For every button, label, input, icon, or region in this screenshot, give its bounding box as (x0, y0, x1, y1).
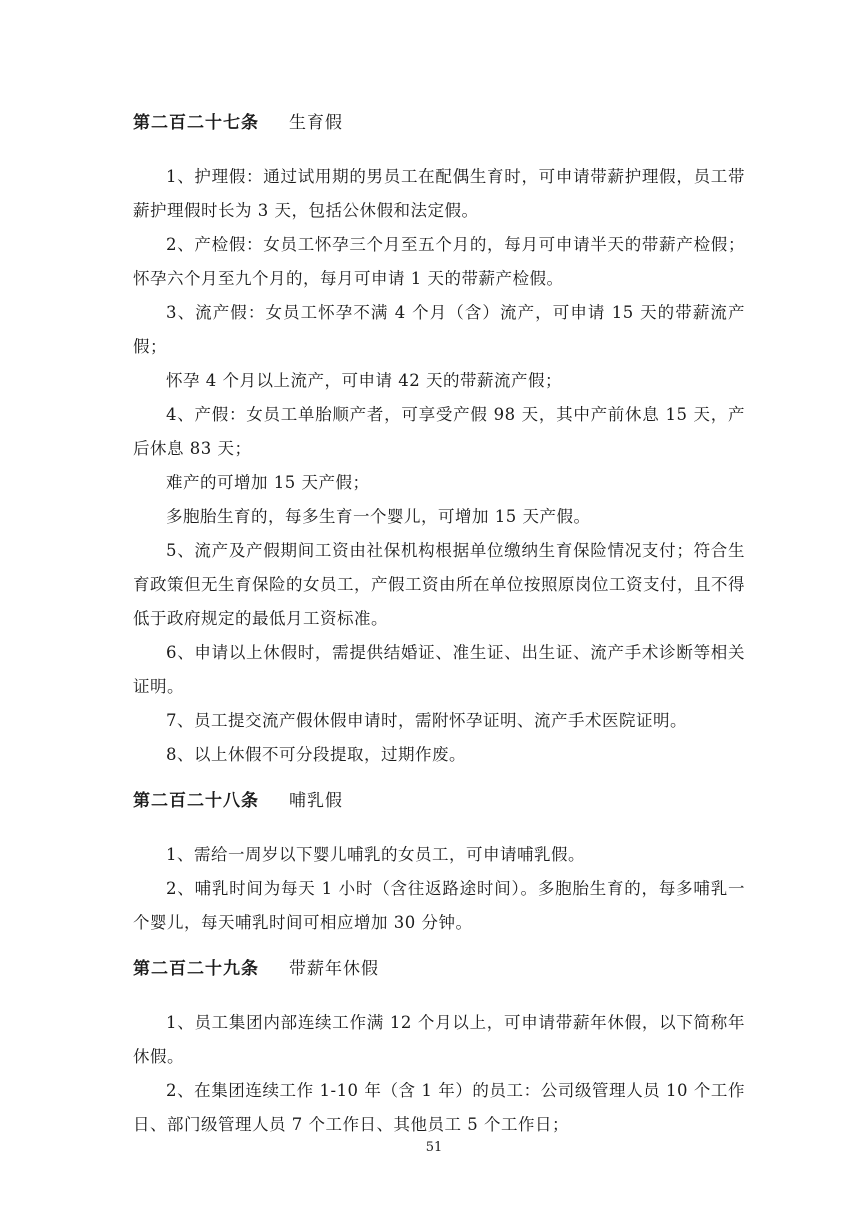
article-heading-228 (133, 782, 745, 820)
section-spacer (133, 940, 745, 950)
paragraph: 2、在集团连续工作 1-10 年（含 1 年）的员工：公司级管理人员 10 个工作日、部门级管理人员 7 个工作日、其他员工 5 个工作日； (133, 1081, 745, 1134)
article-heading-229 (133, 950, 745, 988)
section-spacer (133, 772, 745, 782)
paragraph: 6、申请以上休假时，需提供结婚证、准生证、出生证、流产手术诊断等相关证明。 (133, 643, 745, 696)
article-title: 生育假 (289, 113, 343, 133)
paragraph: 难产的可增加 15 天产假； (166, 473, 370, 492)
page-number: 51 (425, 1140, 443, 1155)
paragraph: 多胞胎生育的，每多生育一个婴儿，可增加 15 天产假。 (166, 507, 591, 526)
paragraph: 1、护理假：通过试用期的男员工在配偶生育时，可申请带薪护理假，员工带薪护理假时长为 3 天，包括公休假和法定假。 (133, 167, 745, 220)
paragraph: 8、以上休假不可分段提取，过期作废。 (166, 745, 466, 764)
paragraph: 4、产假：女员工单胎顺产者，可享受产假 98 天，其中产前休息 15 天，产后休息 83 天； (133, 405, 745, 458)
article-number: 第二百二十七条 (133, 113, 259, 133)
paragraph: 1、员工集团内部连续工作满 12 个月以上，可申请带薪年休假，以下简称年休假。 (133, 1013, 745, 1066)
paragraph: 怀孕 4 个月以上流产，可申请 42 天的带薪流产假； (166, 371, 562, 390)
paragraph: 2、产检假：女员工怀孕三个月至五个月的，每月可申请半天的带薪产检假；怀孕六个月至九个月的，每月可申请 1 天的带薪产检假。 (133, 235, 745, 288)
document-content (133, 104, 745, 1142)
article-number: 第二百二十九条 (133, 959, 259, 979)
article-heading-227 (133, 104, 745, 142)
paragraph: 1、需给一周岁以下婴儿哺乳的女员工，可申请哺乳假。 (166, 845, 585, 864)
paragraph: 7、员工提交流产假休假申请时，需附怀孕证明、流产手术医院证明。 (166, 711, 687, 730)
paragraph: 3、流产假：女员工怀孕不满 4 个月（含）流产，可申请 15 天的带薪流产假； (133, 303, 745, 356)
article-number: 第二百二十八条 (133, 791, 259, 811)
paragraph: 5、流产及产假期间工资由社保机构根据单位缴纳生育保险情况支付；符合生育政策但无生育保险的女员工，产假工资由所在单位按照原岗位工资支付，且不得低于政府规定的最低月工资标准。 (133, 541, 745, 628)
article-title: 带薪年休假 (289, 959, 379, 979)
paragraph: 2、哺乳时间为每天 1 小时（含往返路途时间）。多胞胎生育的，每多哺乳一个婴儿，每天哺乳时间可相应增加 30 分钟。 (133, 879, 745, 932)
article-title: 哺乳假 (289, 791, 343, 811)
